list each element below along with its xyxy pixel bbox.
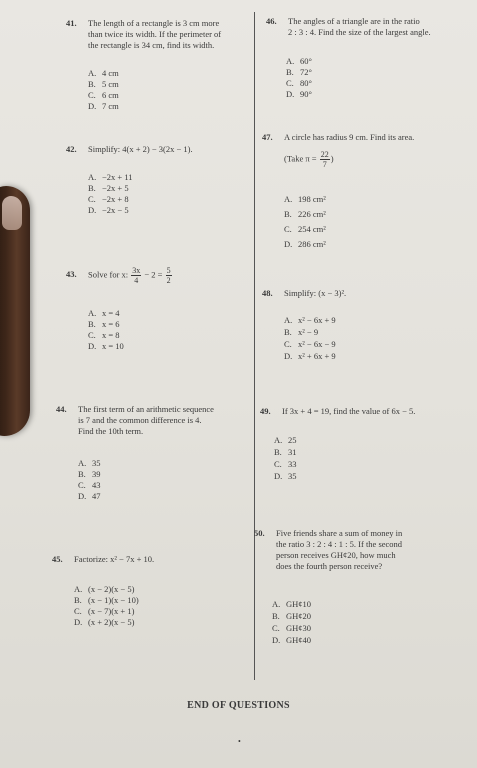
question-number: 48. (262, 288, 273, 298)
option-b[interactable]: B. GH¢20 (272, 611, 312, 621)
options-44 (78, 458, 101, 502)
question-stem-line: Find the 10th term. (78, 426, 144, 436)
option-a[interactable]: A. 25 (274, 435, 297, 445)
question-number: 45. (52, 554, 63, 564)
question-stem-line: than twice its width. If the perimeter of (88, 29, 222, 39)
option-b[interactable]: B. 72° (286, 67, 312, 77)
options-41 (88, 68, 119, 112)
option-d[interactable]: D. (x + 2)(x − 5) (74, 617, 135, 627)
option-a[interactable]: A. 35 (78, 458, 101, 468)
options-42 (88, 172, 133, 216)
question-stem-line: does the fourth person receive? (276, 561, 383, 571)
option-a[interactable]: A. 60° (286, 56, 312, 66)
option-a[interactable]: A. x = 4 (88, 308, 120, 318)
option-c[interactable]: C. GH¢30 (272, 623, 312, 633)
option-d[interactable]: D. 47 (78, 491, 101, 501)
question-stem-line: Five friends share a sum of money in (276, 528, 403, 538)
option-b[interactable]: B. 226 cm² (284, 209, 326, 219)
option-c[interactable]: C. x = 8 (88, 330, 120, 340)
option-a[interactable]: A. −2x + 11 (88, 172, 133, 182)
option-a[interactable]: A. 4 cm (88, 68, 119, 78)
question-stem-line: The angles of a triangle are in the ratio (288, 16, 420, 26)
option-b[interactable]: B. 39 (78, 469, 101, 479)
fraction: $\frac{22}{7}$ (320, 150, 329, 169)
option-c[interactable]: C. 6 cm (88, 90, 119, 100)
option-a[interactable]: A. 198 cm² (284, 194, 326, 204)
option-d[interactable]: D. 7 cm (88, 101, 119, 111)
question-stem-line: The first term of an arithmetic sequence (78, 404, 214, 414)
question-number: 44. (56, 404, 67, 414)
question-44 (56, 404, 252, 437)
fraction: $\frac{3x}{4}$ (132, 266, 141, 285)
question-41 (66, 18, 246, 51)
option-d[interactable]: D. x² + 6x + 9 (284, 351, 336, 361)
question-stem: Solve for x: (88, 269, 129, 280)
end-of-questions-label: END OF QUESTIONS (187, 700, 290, 711)
option-c[interactable]: C. 80° (286, 78, 312, 88)
question-number: 42. (66, 144, 77, 154)
question-45 (52, 554, 248, 565)
question-48 (262, 288, 472, 299)
question-43: 43. Solve for x: $\frac{3x}{4}$ − 2 = $\frac{5}{2}$ (66, 266, 171, 285)
question-number: 47. (262, 132, 273, 142)
fraction: $\frac{5}{2}$ (166, 266, 171, 285)
option-a[interactable]: A. GH¢10 (272, 599, 312, 609)
question-number: 43. (66, 269, 77, 280)
option-b[interactable]: B. x = 6 (88, 319, 120, 329)
options-46 (286, 56, 312, 100)
options-47 (284, 192, 326, 252)
question-49 (260, 406, 472, 417)
option-c[interactable]: C. x² − 6x − 9 (284, 339, 336, 349)
option-d[interactable]: D. 90° (286, 89, 312, 99)
question-stem-line: the ratio 3 : 2 : 4 : 1 : 5. If the second (276, 539, 403, 549)
fingernail-photo-artifact (2, 196, 22, 230)
question-number: 41. (66, 18, 77, 28)
option-d[interactable]: D. −2x − 5 (88, 205, 129, 215)
option-b[interactable]: B. −2x + 5 (88, 183, 129, 193)
option-b[interactable]: B. (x − 1)(x − 10) (74, 595, 139, 605)
option-d[interactable]: D. x = 10 (88, 341, 124, 351)
option-c[interactable]: C. 33 (274, 459, 297, 469)
question-47 (262, 132, 472, 143)
option-b[interactable]: B. 31 (274, 447, 297, 457)
option-c[interactable]: C. (x − 7)(x + 1) (74, 606, 135, 616)
question-46 (266, 16, 471, 38)
option-a[interactable]: A. (x − 2)(x − 5) (74, 584, 135, 594)
question-stem-line: If 3x + 4 = 19, find the value of 6x − 5. (282, 406, 416, 416)
option-c[interactable]: C. −2x + 8 (88, 194, 129, 204)
question-stem-line: 2 : 3 : 4. Find the size of the largest angle. (288, 27, 431, 37)
question-stem-line: The length of a rectangle is 3 cm more (88, 18, 220, 28)
question-number: 46. (266, 16, 277, 26)
options-50 (272, 598, 311, 646)
question-50 (254, 528, 472, 572)
options-49 (274, 434, 297, 482)
question-stem-line: person receives GH¢20, how much (276, 550, 396, 560)
column-divider (254, 12, 255, 680)
page-mark: • (238, 737, 241, 746)
question-stem-line: Factorize: x² − 7x + 10. (74, 554, 155, 564)
option-a[interactable]: A. x² − 6x + 9 (284, 315, 336, 325)
question-stem-line: is 7 and the common difference is 4. (78, 415, 202, 425)
option-d[interactable]: D. GH¢40 (272, 635, 312, 645)
question-stem-line: Simplify: 4(x + 2) − 3(2x − 1). (88, 144, 193, 154)
question-42 (66, 144, 246, 155)
option-c[interactable]: C. 254 cm² (284, 224, 326, 234)
option-d[interactable]: D. 286 cm² (284, 239, 326, 249)
take-pi-note: (Take π = $\frac{22}{7}$ ) (284, 150, 334, 169)
option-b[interactable]: B. 5 cm (88, 79, 119, 89)
question-number: 50. (254, 528, 265, 538)
options-43 (88, 308, 124, 352)
option-b[interactable]: B. x² − 9 (284, 327, 319, 337)
question-stem-line: A circle has radius 9 cm. Find its area. (284, 132, 415, 142)
option-d[interactable]: D. 35 (274, 471, 297, 481)
question-number: 49. (260, 406, 271, 416)
options-45 (74, 584, 139, 628)
question-stem-line: the rectangle is 34 cm, find its width. (88, 40, 215, 50)
options-48 (284, 314, 336, 362)
question-stem-line: Simplify: (x − 3)². (284, 288, 347, 298)
option-c[interactable]: C. 43 (78, 480, 101, 490)
